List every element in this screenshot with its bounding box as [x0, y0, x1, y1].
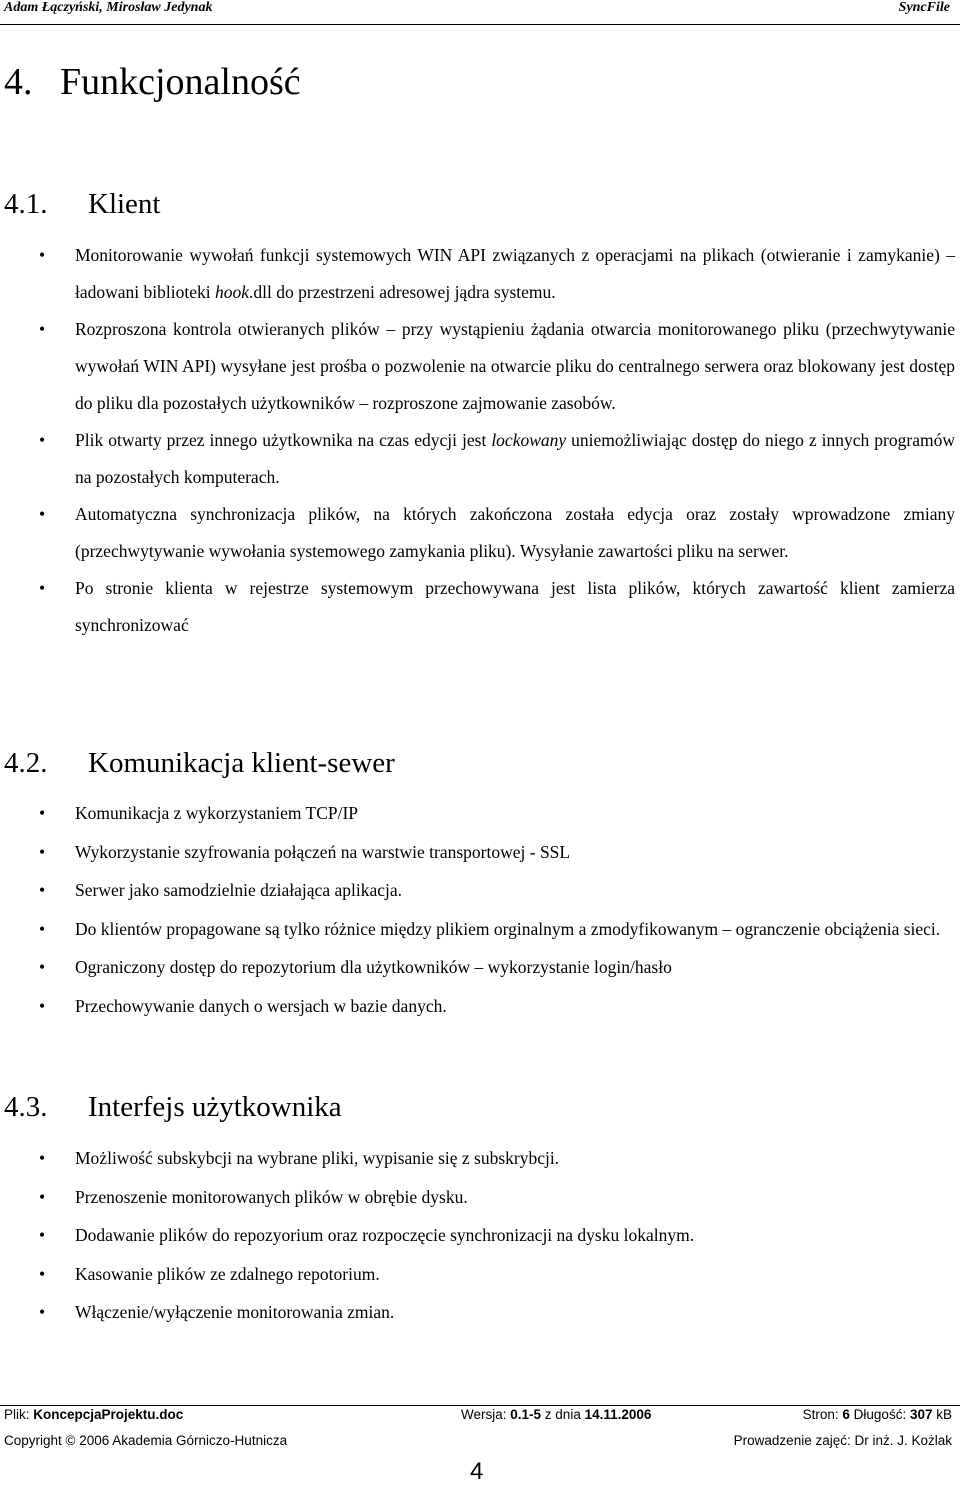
footer-copyright: Copyright © 2006 Akademia Górniczo-Hutnicza	[4, 1433, 288, 1448]
bullet-icon: •	[39, 245, 46, 265]
list-item: • Po stronie klienta w rejestrze systemowym przechowywana jest lista plików, których zawartość klient zamierza synchronizować	[0, 570, 960, 644]
bullet-icon: •	[39, 880, 46, 900]
header-project: SyncFile	[898, 0, 950, 15]
list-item: • Do klientów propagowane są tylko różnice między plikiem orginalnym a zmodyfikowanym – ogranczenie obciążenia sieci.	[0, 910, 960, 949]
list-item: • Przenoszenie monitorowanych plików w obrębie dysku.	[0, 1178, 960, 1217]
bullet-icon: •	[39, 504, 46, 524]
section-list-klient	[0, 237, 960, 644]
chapter-title: Funkcjonalność	[60, 61, 301, 103]
page-header	[0, 0, 960, 25]
list-item: • Kasowanie plików ze zdalnego repotorium.	[0, 1255, 960, 1294]
section-number: 4.2.	[4, 747, 48, 779]
chapter-number: 4.	[4, 61, 33, 103]
page-footer	[0, 1405, 960, 1406]
bullet-icon: •	[39, 1186, 46, 1207]
list-item: • Komunikacja z wykorzystaniem TCP/IP	[0, 794, 960, 833]
section-title: Komunikacja klient-sewer	[88, 747, 395, 779]
list-item: • Włączenie/wyłączenie monitorowania zmian.	[0, 1293, 960, 1332]
section-title: Interfejs użytkownika	[88, 1091, 342, 1123]
list-item: • Wykorzystanie szyfrowania połączeń na warstwie transportowej - SSL	[0, 833, 960, 872]
bullet-icon: •	[39, 995, 46, 1016]
section-number: 4.1.	[4, 188, 48, 220]
bullet-icon: •	[39, 957, 46, 977]
footer-pages: Stron: 6 Długość: 307 kB	[802, 1407, 952, 1422]
header-authors: Adam Łączyński, Mirosław Jedynak	[4, 0, 213, 15]
list-item: • Możliwość subskybcji na wybrane pliki, wypisanie się z subskrybcji.	[0, 1139, 960, 1178]
bullet-icon: •	[39, 430, 46, 450]
section-number: 4.3.	[4, 1091, 48, 1123]
list-item: • Serwer jako samodzielnie działająca aplikacja.	[0, 871, 960, 910]
chapter-heading	[4, 58, 301, 106]
section-heading-komunikacja	[4, 744, 395, 782]
bullet-icon: •	[39, 578, 46, 598]
footer-file: Plik: KoncepcjaProjektu.doc	[4, 1407, 184, 1422]
list-item: • Ograniczony dostęp do repozytorium dla użytkowników – wykorzystanie login/hasło	[0, 948, 960, 987]
bullet-icon: •	[39, 1148, 46, 1168]
list-item: • Przechowywanie danych o wersjach w bazie danych.	[0, 987, 960, 1026]
list-item: • Dodawanie plików do repozyorium oraz rozpoczęcie synchronizacji na dysku lokalnym.	[0, 1216, 960, 1255]
bullet-icon: •	[39, 841, 46, 862]
list-item: • Rozproszona kontrola otwieranych plików – przy wystąpieniu żądania otwarcia monitorowanego pliku (przechwytywanie wywołań WIN API) wysyłane jest prośba o pozwolenie na otwarcie pliku do centralnego serwera oraz blokowany jest dostęp do pliku dla pozostałych użytkowników – rozproszone zajmowanie zasobów.	[0, 311, 960, 422]
page-number: 4	[470, 1458, 484, 1485]
section-list-interfejs	[0, 1139, 960, 1332]
footer-lecturer: Prowadzenie zajęć: Dr inż. J. Kożlak	[733, 1433, 952, 1448]
section-title: Klient	[88, 188, 161, 220]
section-heading-klient	[4, 185, 161, 223]
bullet-icon: •	[39, 1263, 46, 1284]
bullet-icon: •	[39, 1225, 46, 1245]
list-item: • Monitorowanie wywołań funkcji systemowych WIN API związanych z operacjami na plikach (otwieranie i zamykanie) – ładowani biblioteki hook.dll do przestrzeni adresowej jądra systemu.	[0, 237, 960, 311]
bullet-icon: •	[39, 319, 46, 339]
bullet-icon: •	[39, 803, 46, 823]
section-list-komunikacja	[0, 794, 960, 1025]
footer-version: Wersja: 0.1-5 z dnia 14.11.2006	[461, 1407, 652, 1422]
list-item: • Automatyczna synchronizacja plików, na których zakończona została edycja oraz zostały wprowadzone zmiany (przechwytywanie wywołania systemowego zamykania pliku). Wysyłanie zawartości pliku na serwer.	[0, 496, 960, 570]
bullet-icon: •	[39, 1302, 46, 1322]
list-item: • Plik otwarty przez innego użytkownika na czas edycji jest lockowany uniemożliwiając dostęp do niego z innych programów na pozostałych komputerach.	[0, 422, 960, 496]
bullet-icon: •	[39, 918, 46, 939]
section-heading-interfejs	[4, 1088, 342, 1126]
